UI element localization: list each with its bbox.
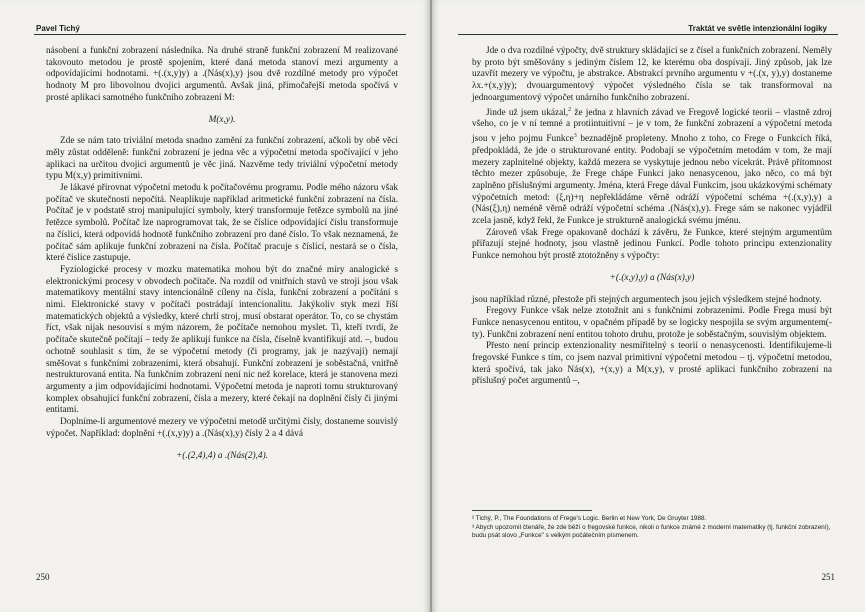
running-head-author: Pavel Tichý [36, 24, 80, 33]
paragraph: Fyziologické procesy v mozku matematika mohou být do značné míry analogické s elektronickými procesy v obvodech počítače. Na rozdíl od vnitřních stavů ve stroji jsou však matematikovy mentální stavy intencionálně cíleny na čísla, funkční zobrazení a počítání s nimi. Elektronické stavy v počítači postrádají intencionalitu. Jakýkoliv styk mezi říší matematických objektů a výsledky, které chrlí stroj, musí obstarat operátor. To, co se chystám říct, však nijak nesouvisí s mým názorem, že počítače nemohou myslet. Ti, kteří tvrdí, že počítače skutečně počítají – tedy že aplikují funkce na čísla, číselně kvantifikují atd. –, budou ochotně souhlasit s tím, že se výpočetní metody (či programy, jak je nazývají) nemají směšovat s funkčními zobrazeními, která obsahují. Funkční zobrazení je soběstačná, vnitřně nestrukturovaná entita. Na funkčním zobrazení není nic než korelace, která je stanovena mezi argumenty a jim odpovídajícími hodnotami. Výpočetní metoda je naproti tomu strukturovaný komplex obsahující funkční zobrazení, čísla a mezery, které čekají na doplnění čísly či jinými entitami. [46, 264, 398, 416]
footnote-rule [472, 510, 592, 511]
paragraph: Doplníme-li argumentové mezery ve výpočetní metodě určitými čísly, dostaneme souvislý výpočet. Například: doplnění +(.(x,y)y) a .(Nás(x),y) čísly 2 a 4 dává [46, 417, 398, 439]
footnote-ref: 2 [568, 106, 572, 113]
right-page [432, 0, 865, 612]
left-page [0, 0, 430, 612]
paragraph: násobení a funkční zobrazení následníka. Na druhé straně funkční zobrazení M realizované takovouto metodou je prostě spojením, které daná metoda stanoví mezi argumenty a odpovídajícími hodnotami. +(.(x,y)y) a .(Nás(x),y) jsou dvě rozdílné metody pro výpočet hodnoty M pro libovolnou dvojici argumentů. Avšak jiná, přímočařejší metoda spočívá v prosté aplikaci samotného funkčního zobrazení M: [46, 46, 398, 103]
page-number: 250 [36, 572, 50, 582]
left-page-body [46, 46, 398, 472]
paragraph: jsou například různé, přestože při stejných argumentech jsou jejich výsledkem stejné hodnoty. [472, 294, 822, 305]
paragraph-text: Jinde už jsem ukázal, [486, 107, 569, 118]
running-head-title: Traktát ve světle intenzionální logiky [688, 24, 827, 33]
right-page-body [472, 46, 832, 388]
paragraph: Přesto není princip extenzionality nesmiřitelný s teorií o nenasycenosti. Identifikujeme-li fregovské Funkce s tím, co jsem nazval primitivní výpočetní metodou – tj. výpočetní metodou, která spočívá, tak jako Nás(x), +(x,y) a M(x,y), v prosté aplikaci funkčního zobrazení na příslušný počet argumentů –, [472, 341, 832, 387]
footnotes [472, 515, 832, 541]
paragraph-text: že jedna z hlavních závad ve Fregově logické teorii – vlastně zdroj všeho, co je v ní temné a protiintuitivní – je v tom, že funkční zobrazení a výpočetní metoda jsou v jeho pojmu Funkce [472, 107, 833, 145]
paragraph: Zároveň však Frege opakovaně dochází k závěru, že Funkce, které stejným argumentům přiřazují stejné hodnoty, jsou vlastně jedinou Funkcí. Podle tohoto principu extenzionality Funkce nemohou být prostě ztotožněny s výpočty: [472, 227, 832, 262]
paragraph [472, 105, 832, 228]
footnote: ³ Abych upozornil čtenáře, že zde běží o fregovské funkce, nikoli o funkce známé z moderní matematiky (tj. funkční zobrazení), budu psát slovo „Funkce" s velkým počátečním písmenem. [472, 523, 831, 540]
formula: +(.(2,4),4) a .(Nás(2),4). [176, 450, 268, 461]
page-number: 251 [821, 572, 835, 582]
footnote: ² Tichý, P., The Foundations of Frege's Logic. Berlin et New York, De Gruyter 1988. [472, 515, 707, 522]
paragraph: Fregovy Funkce však nelze ztotožnit ani s funkčními zobrazeními. Podle Frega musí být Funkce nenasycenou entitou, v opačném případě by se logicky nespojila se svým argumentem(-ty). Funkční zobrazení není entitou tohoto druhu, protože je soběstačným, souvislým objektem. [472, 306, 832, 340]
paragraph: Zde se nám tato triviální metoda snadno zamění za funkční zobrazení, ačkoli by obě věci měly zůstat odděleně: funkční zobrazení je jedna věc a výpočetní metoda spočívající v jeho aplikaci na určitou dvojici argumentů je věc jiná. Nazvěme tedy triviální výpočetní metody typu M(x,y) primitivními. [46, 136, 398, 182]
paragraph-text: beznadějně propleteny. Mnoho z toho, co Frege o Funkcích říká, předpokládá, že jde o strukturované entity. Podobají se výpočetním metodám v tom, že mají mezery zaplnitelné objekty, každá mezera se vyskytuje jednou nebo vícekrát. Právě přítomnost těchto mezer způsobuje, že Frege chápe Funkci jako nenasycenou, jako něco, co má být zaplněno příslušnými argumenty. Jména, která Frege dával Funkcím, jsou ukázkovými schématy výpočetních metod: (ξ,η)+η nepřekládáme věrně odráží výpočetní schéma +(.(x,y),y) a (Nás(ξ),η) neméně věrně odráží výpočetní schéma .(Nás(x),y). Frege sám se nakonec vyjádřil zcela jasně, když řekl, že Funkce je strukturně analogická svému jménu. [472, 134, 832, 227]
formula: M(x,y). [208, 114, 236, 125]
paragraph: Jde o dva rozdílné výpočty, dvě struktury skládající se z čísel a funkčních zobrazení. Neměly by proto být směšovány s jediným číslem 12, ke kterému oba dospívají. Jiný způsob, jak lze uzavřít mezery ve výpočtu, je abstrakce. Abstrakcí prvního argumentu v +(.(x, y),y) dostaneme λx.+(x,y)y); dvouargumentový výpočet výsledného čísla se tak transformoval na jednoargumentový výpočet unárního funkčního zobrazení. [472, 46, 832, 103]
formula: +(.(x,y),y) a (Nás(x),y) [609, 272, 695, 283]
footnote-ref: 3 [573, 133, 577, 140]
header-rule [34, 34, 406, 35]
paragraph: Je lákavé přirovnat výpočetní metodu k počítačovému programu. Podle mého názoru však počítač ve skutečnosti nepočítá. Neaplikuje například aritmetické funkční zobrazení na čísla. Počítač je v podstatě stroj manipulující symboly, který transformuje řetězce symbolů na jiné řetězce symbolů. Počítač lze naprogramovat tak, že se číslice odpovídající číslu transformuje na číslici, která odpovídá hodnotě funkčního zobrazení pro dané číslo. To však neznamená, že počítač sám aplikuje funkční zobrazení na čísla. Počítač pracuje s číslicí, nestará se o čísla, které číslice zastupuje. [46, 183, 398, 264]
header-rule [458, 34, 838, 35]
